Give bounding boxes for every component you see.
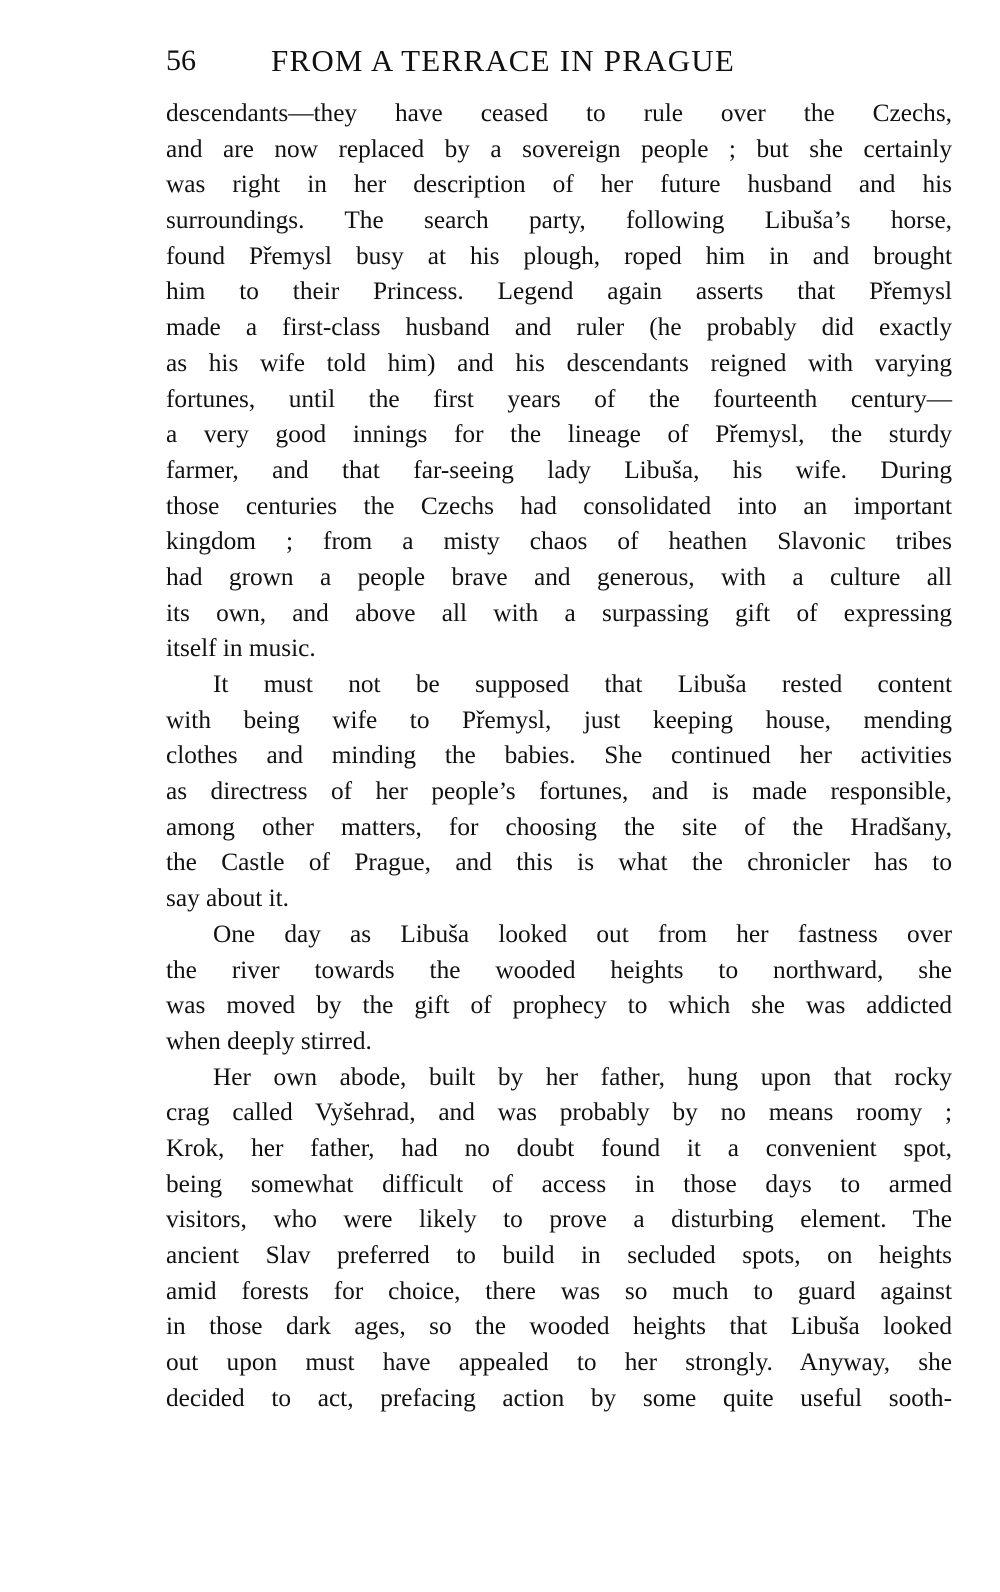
text-line: found Přemysl busy at his plough, roped him in and brought — [166, 241, 952, 270]
text-line: when deeply stirred. — [166, 1026, 372, 1055]
text-line: clothes and minding the babies. She continued her activities — [166, 741, 952, 770]
body-text — [166, 96, 952, 1416]
text-line: decided to act, prefacing action by some quite useful sooth- — [166, 1383, 952, 1412]
text-line: One day as Libuša looked out from her fastness over — [213, 919, 952, 948]
page-number: 56 — [166, 44, 196, 77]
text-line: made a first-class husband and ruler (he probably did exactly — [166, 313, 952, 342]
text-line: amid forests for choice, there was so much to guard against — [166, 1276, 952, 1305]
text-line: visitors, who were likely to prove a disturbing element. The — [166, 1205, 952, 1234]
text-line: had grown a people brave and generous, with a culture all — [166, 562, 952, 591]
text-line: fortunes, until the first years of the fourteenth century— — [166, 384, 952, 413]
text-line: with being wife to Přemysl, just keeping house, mending — [166, 705, 952, 734]
text-line: in those dark ages, so the wooded heights that Libuša looked — [166, 1312, 952, 1341]
text-line: a very good innings for the lineage of Přemysl, the sturdy — [166, 420, 952, 449]
paragraph-4 — [166, 1060, 952, 1417]
text-line: Her own abode, built by her father, hung upon that rocky — [213, 1062, 952, 1091]
text-line: was moved by the gift of prophecy to which she was addicted — [166, 991, 952, 1020]
text-line: Krok, her father, had no doubt found it a convenient spot, — [166, 1133, 952, 1162]
text-line: It must not be supposed that Libuša rested content — [213, 670, 952, 698]
running-title: FROM A TERRACE IN PRAGUE — [271, 43, 736, 78]
text-line: as his wife told him) and his descendants reigned with varying — [166, 348, 952, 377]
text-line: kingdom ; from a misty chaos of heathen Slavonic tribes — [166, 527, 952, 556]
text-line: him to their Princess. Legend again asserts that Přemysl — [166, 277, 952, 306]
text-line: the Castle of Prague, and this is what the chronicler has to — [166, 848, 952, 877]
book-page — [166, 38, 952, 1416]
text-line: its own, and above all with a surpassing gift of expressing — [166, 598, 952, 627]
text-line: itself in music. — [166, 634, 316, 663]
text-line: surroundings. The search party, following Libuša’s horse, — [166, 206, 952, 235]
paragraph-2 — [166, 667, 952, 917]
text-line: those centuries the Czechs had consolidated into an important — [166, 491, 952, 520]
running-header — [166, 38, 952, 84]
text-line: say about it. — [166, 884, 289, 913]
text-line: was right in her description of her future husband and his — [166, 170, 952, 199]
text-line: out upon must have appealed to her strongly. Anyway, she — [166, 1348, 952, 1377]
text-line: ancient Slav preferred to build in secluded spots, on heights — [166, 1241, 952, 1269]
paragraph-1 — [166, 96, 952, 667]
text-line: as directress of her people’s fortunes, and is made responsible, — [166, 777, 952, 806]
paragraph-3 — [166, 917, 952, 1060]
text-line: and are now replaced by a sovereign people ; but she certainly — [166, 134, 952, 163]
text-line: among other matters, for choosing the site of the Hradšany, — [166, 812, 952, 841]
text-line: the river towards the wooded heights to northward, she — [166, 955, 952, 984]
text-line: being somewhat difficult of access in those days to armed — [166, 1169, 952, 1198]
text-line: crag called Vyšehrad, and was probably by no means roomy ; — [166, 1098, 952, 1127]
text-line: descendants—they have ceased to rule over the Czechs, — [166, 99, 952, 127]
text-line: farmer, and that far-seeing lady Libuša, his wife. During — [166, 455, 952, 484]
